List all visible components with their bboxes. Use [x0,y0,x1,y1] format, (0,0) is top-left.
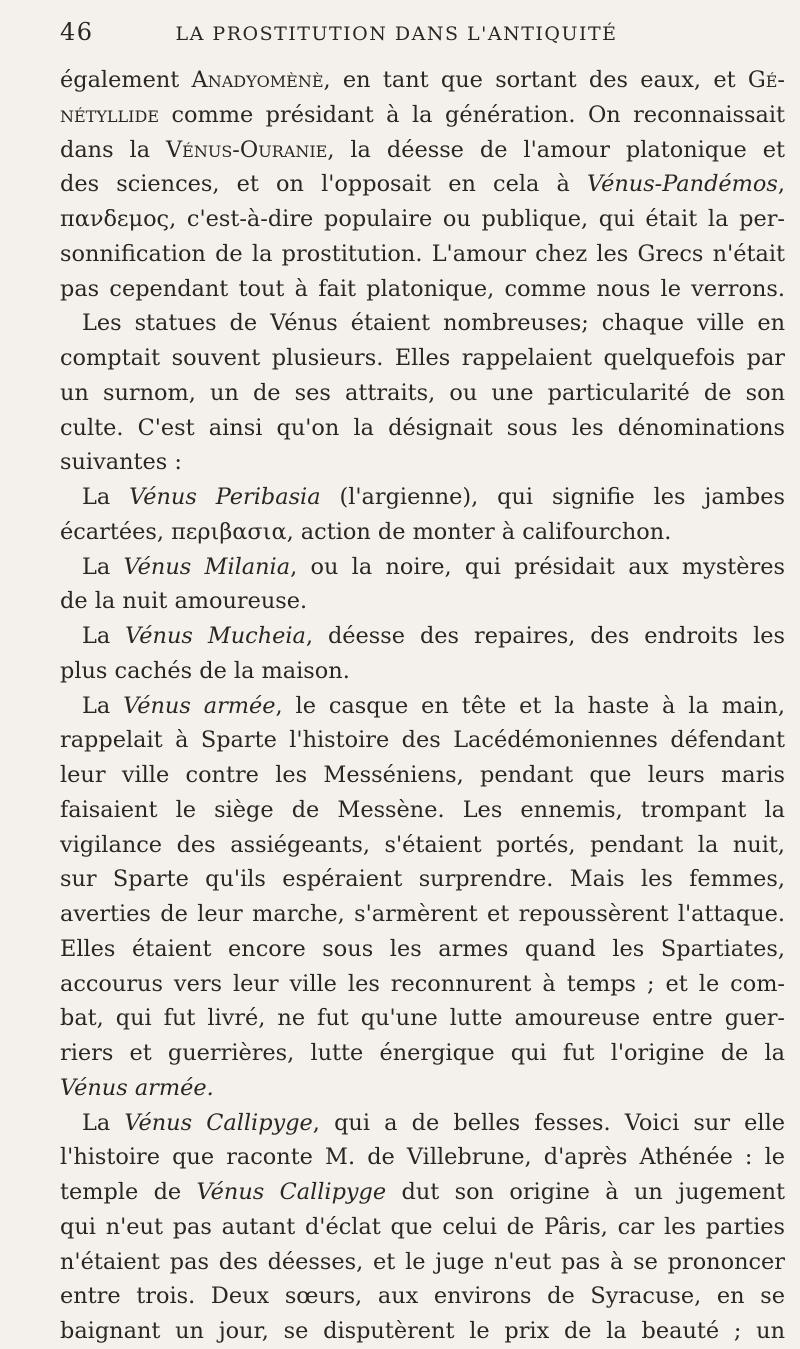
text-line: accourus vers leur ville les reconnurent à temps ; et le com- [60,970,785,997]
text-line: suivantes : [60,449,182,476]
text-line: comptait souvent plusieurs. Elles rappelaient quelquefois par [60,345,785,371]
text-line: La Vénus armée, le casque en tête et la haste à la main, [82,692,785,719]
text-line: dans la Vénus-Ouranie, la déesse de l'amour platonique et [60,136,785,163]
text-line: sur Sparte qu'ils espéraient surprendre. Mais les femmes, [60,866,785,893]
text-line: plus cachés de la maison. [60,657,350,684]
page-header [60,18,785,46]
text-line: également Anadyomènè, en tant que sortant des eaux, et Gé- [60,67,785,93]
text-line: vigilance des assiégeants, s'étaient portés, pendant la nuit, [60,831,785,858]
text-line: temple de Vénus Callipyge dut son origine à un jugement [60,1179,786,1205]
text-line: Elles étaient encore sous les armes quand les Spartiates, [60,935,785,962]
text-line: La Vénus Milania, ou la noire, qui présidait aux mystères [82,553,786,580]
text-line: averties de leur marche, s'armèrent et repoussèrent l'attaque. [60,901,785,927]
text-line: La Vénus Callipyge, qui a de belles fesses. Voici sur elle [82,1109,786,1136]
text-line: écartées, περιβασια, action de monter à califourchon. [60,518,672,545]
text-line: πανδεμος, c'est-à-dire populaire ou publique, qui était la per- [60,206,785,232]
text-line: leur ville contre les Messéniens, pendant que leurs maris [60,762,785,788]
text-line: pas cependant tout à fait platonique, comme nous le verrons. [60,275,785,302]
page-number: 46 [60,18,94,46]
text-line: riers et guerrières, lutte énergique qui fut l'origine de la [60,1040,785,1066]
body-text [60,63,785,1349]
text-line: rappelait à Sparte l'histoire des Lacédémoniennes défendant [60,727,785,754]
text-line: qui n'eut pas autant d'éclat que celui de Pâris, car les parties [60,1213,785,1240]
text-line: culte. C'est ainsi qu'on la désignait sous les dénominations [60,414,785,441]
text-line: de la nuit amoureuse. [60,588,308,615]
text-line: faisaient le siège de Messène. Les ennemis, trompant la [60,796,785,823]
text-line: des sciences, et on l'opposait en cela à Vénus-Pandémos, [60,171,785,198]
text-line: Vénus armée. [60,1074,214,1101]
text-line: l'histoire que raconte M. de Villebrune, d'après Athénée : le [60,1144,785,1171]
text-line: sonnification de la prostitution. L'amour chez les Grecs n'était [60,240,785,267]
text-line: un surnom, un de ses attraits, ou une particularité de son [60,379,785,406]
text-line: nétyllide comme présidant à la génération. On reconnaissait [60,101,785,128]
text-line: baignant un jour, se disputèrent le prix de la beauté ; un [60,1318,785,1344]
text-line: entre trois. Deux sœurs, aux environs de Syracuse, en se [60,1283,785,1310]
text-line: Les statues de Vénus étaient nombreuses; chaque ville en [82,310,785,337]
running-head: LA PROSTITUTION DANS L'ANTIQUITÉ [175,23,618,45]
text-line: n'étaient pas des déesses, et le juge n'eut pas à se prononcer [60,1248,785,1275]
text-line: bat, qui fut livré, ne fut qu'une lutte amoureuse entre guer- [60,1005,785,1032]
text-line: La Vénus Mucheia, déesse des repaires, des endroits les [82,623,785,649]
text-line: La Vénus Peribasia (l'argienne), qui signifie les jambes [82,484,786,510]
